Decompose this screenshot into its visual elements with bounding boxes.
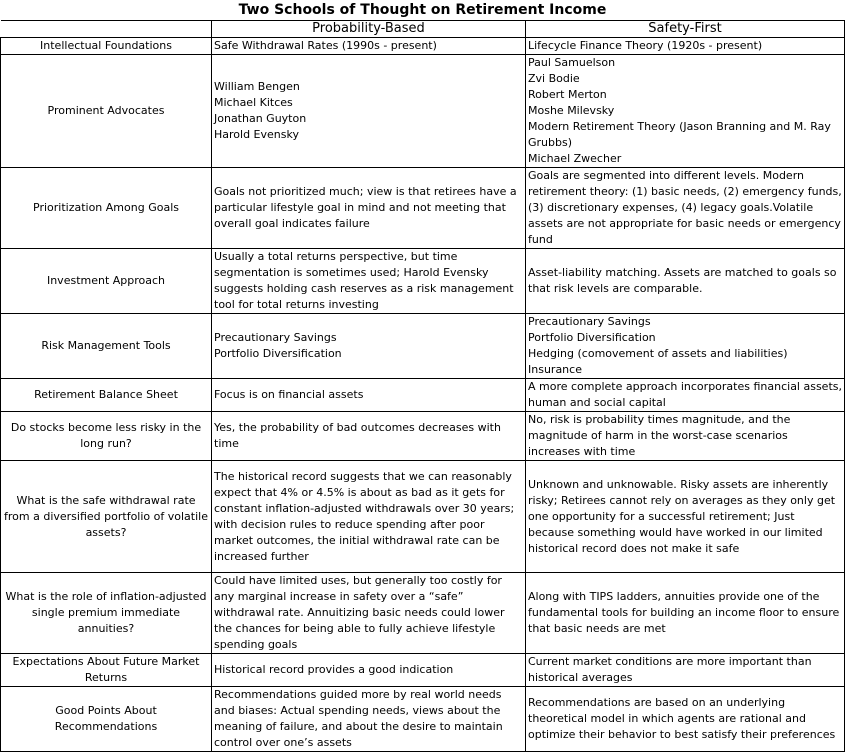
safety-first-cell xyxy=(526,412,845,461)
probability-based-cell xyxy=(212,654,526,687)
cell-line: Asset-liability matching. Assets are matched to goals so that risk levels are comparable. xyxy=(528,266,837,295)
row-label: Prioritization Among Goals xyxy=(1,168,212,249)
cell-line: Moshe Milevsky xyxy=(528,104,615,117)
probability-based-cell xyxy=(212,38,526,55)
cell-line: Goals are segmented into different levels. Modern retirement theory: (1) basic needs, (2) emergency funds, (3) discretionary expenses, (4) legacy goals.Volatile assets are not appropriate for basic needs or emergency fund xyxy=(528,169,842,246)
row-label: Risk Management Tools xyxy=(1,314,212,379)
table-row xyxy=(1,461,845,573)
cell-line: Michael Zwecher xyxy=(528,152,622,165)
cell-line: Unknown and unknowable. Risky assets are inherently risky; Retirees cannot rely on averages as they only get one opportunity for a successful retirement; Just because something would have worked in our limited historical record does not make it safe xyxy=(528,477,836,555)
cell-line: Current market conditions are more important than historical averages xyxy=(528,655,812,684)
safety-first-cell xyxy=(526,38,845,55)
table-row xyxy=(1,168,845,249)
cell-line: A more complete approach incorporates financial assets, human and social capital xyxy=(528,380,842,409)
safety-first-cell xyxy=(526,55,845,168)
table-row xyxy=(1,38,845,55)
cell-line: No, risk is probability times magnitude, and the magnitude of harm in the worst-case scenarios increases with time xyxy=(528,413,791,458)
row-label: Good Points About Recommendations xyxy=(1,687,212,752)
probability-based-cell xyxy=(212,249,526,314)
table-row xyxy=(1,687,845,752)
table-row xyxy=(1,55,845,168)
title-row xyxy=(1,0,845,21)
table-row xyxy=(1,412,845,461)
cell-line: Precautionary Savings xyxy=(214,331,337,344)
cell-line: Recommendations are based on an underlying theoretical model in which agents are rational and optimize their behavior to best satisfy their preferences xyxy=(528,696,836,741)
cell-line: Portfolio Diversification xyxy=(214,347,342,360)
safety-first-cell xyxy=(526,573,845,654)
probability-based-cell xyxy=(212,573,526,654)
cell-line: William Bengen xyxy=(214,80,300,93)
row-label: Retirement Balance Sheet xyxy=(1,379,212,412)
probability-based-cell xyxy=(212,412,526,461)
table-row xyxy=(1,573,845,654)
table-row xyxy=(1,314,845,379)
header-blank xyxy=(1,21,212,38)
table-row xyxy=(1,654,845,687)
safety-first-cell xyxy=(526,654,845,687)
row-label: Prominent Advocates xyxy=(1,55,212,168)
safety-first-cell xyxy=(526,379,845,412)
cell-line: Michael Kitces xyxy=(214,96,293,109)
cell-line: Could have limited uses, but generally too costly for any marginal increase in safety over a “safe” withdrawal rate. Annuitizing basic needs could lower the chances for being able to fully achieve lifestyle spending goals xyxy=(214,574,505,651)
cell-line: Harold Evensky xyxy=(214,128,299,141)
cell-line: Portfolio Diversification xyxy=(528,331,656,344)
cell-line: The historical record suggests that we can reasonably expect that 4% or 4.5% is about as bad as it gets for constant inflation-adjusted withdrawals over 30 years; with decision rules to reduce spending after poor market outcomes, the initial withdrawal rate can be increased further xyxy=(214,469,515,563)
row-label: Do stocks become less risky in the long run? xyxy=(1,412,212,461)
cell-line: Usually a total returns perspective, but time segmentation is sometimes used; Harold Evensky suggests holding cash reserves as a risk management tool for total returns investing xyxy=(214,250,514,311)
row-label: Intellectual Foundations xyxy=(1,38,212,55)
safety-first-cell xyxy=(526,461,845,573)
safety-first-cell xyxy=(526,314,845,379)
header-probability-based: Probability-Based xyxy=(212,21,526,38)
probability-based-cell xyxy=(212,168,526,249)
safety-first-cell xyxy=(526,249,845,314)
row-label: Expectations About Future Market Returns xyxy=(1,654,212,687)
cell-line: Focus is on financial assets xyxy=(214,388,364,401)
safety-first-cell xyxy=(526,687,845,752)
header-row xyxy=(1,21,845,38)
cell-line: Yes, the probability of bad outcomes decreases with time xyxy=(214,421,501,450)
table-row xyxy=(1,249,845,314)
cell-line: Hedging (comovement of assets and liabilities) xyxy=(528,347,788,360)
row-label: What is the safe withdrawal rate from a diversified portfolio of volatile assets? xyxy=(1,461,212,573)
cell-line: Jonathan Guyton xyxy=(214,112,307,125)
probability-based-cell xyxy=(212,55,526,168)
probability-based-cell xyxy=(212,461,526,573)
table-row xyxy=(1,379,845,412)
row-label: What is the role of inflation-adjusted single premium immediate annuities? xyxy=(1,573,212,654)
cell-line: Zvi Bodie xyxy=(528,72,580,85)
header-safety-first: Safety-First xyxy=(526,21,845,38)
cell-line: Robert Merton xyxy=(528,88,607,101)
probability-based-cell xyxy=(212,379,526,412)
cell-line: Along with TIPS ladders, annuities provide one of the fundamental tools for building an income floor to ensure that basic needs are met xyxy=(528,590,840,635)
safety-first-cell xyxy=(526,168,845,249)
probability-based-cell xyxy=(212,314,526,379)
cell-line: Modern Retirement Theory (Jason Branning and M. Ray Grubbs) xyxy=(528,120,831,149)
cell-line: Precautionary Savings xyxy=(528,315,651,328)
cell-line: Lifecycle Finance Theory (1920s - present) xyxy=(528,39,763,52)
cell-line: Safe Withdrawal Rates (1990s - present) xyxy=(214,39,437,52)
probability-based-cell xyxy=(212,687,526,752)
cell-line: Historical record provides a good indication xyxy=(214,663,454,676)
cell-line: Insurance xyxy=(528,363,582,376)
table-title: Two Schools of Thought on Retirement Income xyxy=(1,0,845,21)
cell-line: Paul Samuelson xyxy=(528,56,616,69)
cell-line: Goals not prioritized much; view is that retirees have a particular lifestyle goal in mind and not meeting that overall goal indicates failure xyxy=(214,185,517,230)
row-label: Investment Approach xyxy=(1,249,212,314)
cell-line: Recommendations guided more by real world needs and biases: Actual spending needs, views about the meaning of failure, and about the desire to maintain control over one’s assets xyxy=(214,688,503,749)
